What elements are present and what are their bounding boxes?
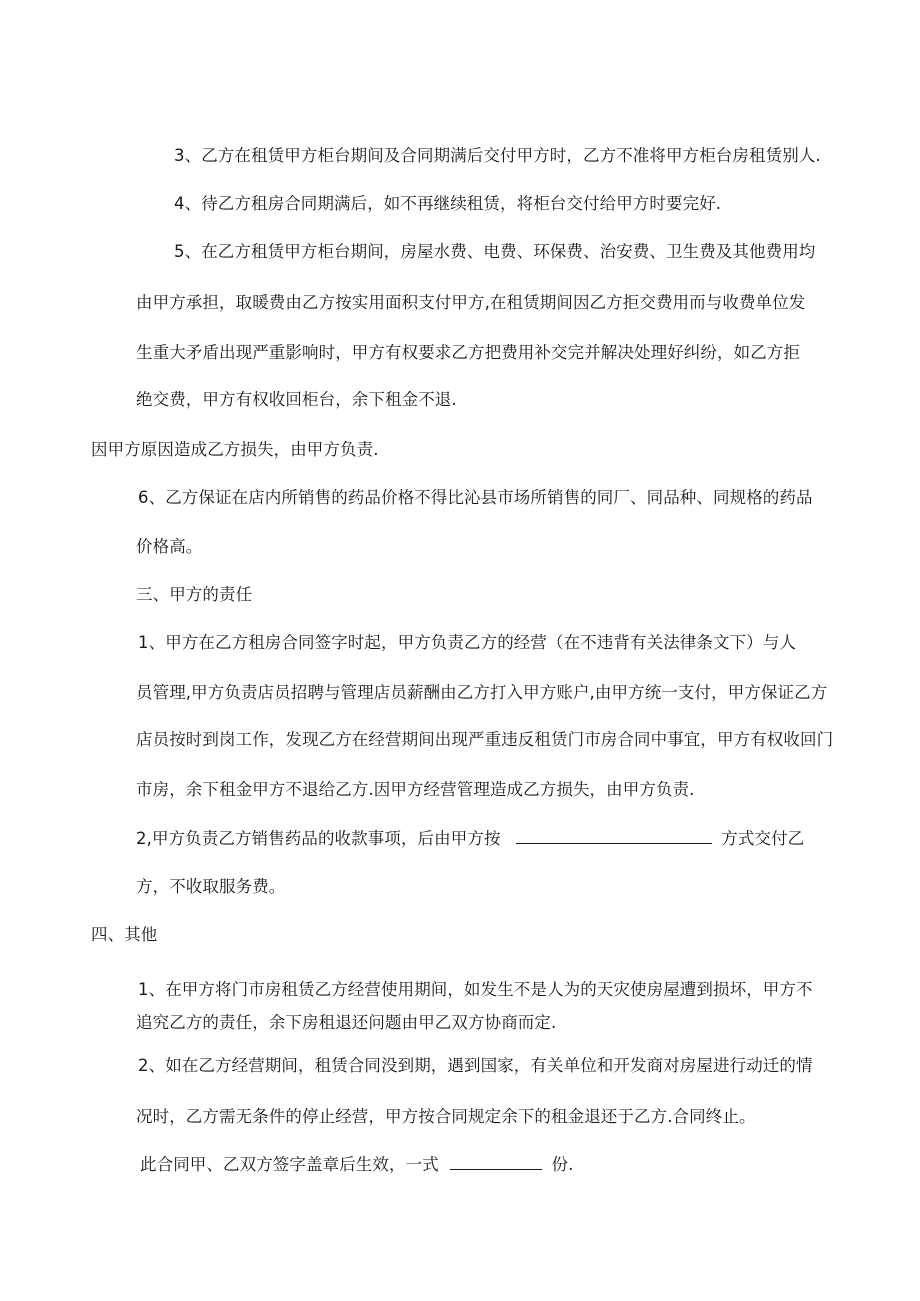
closing-statement: [140, 1154, 573, 1175]
clause-5-line-3: 生重大矛盾出现严重影响时，甲方有权要求乙方把费用补交完并解决处理好纠纷，如乙方拒: [136, 343, 800, 362]
other-1-line-1: 1、在甲方将门市房租赁乙方经营使用期间，如发生不是人为的天灾使房屋遭到损坏，甲方不: [138, 980, 813, 999]
party-a-duty-1-line-4: 市房，余下租金甲方不退给乙方.因甲方经营管理造成乙方损失，由甲方负责.: [136, 780, 695, 799]
clause-4: 4、待乙方租房合同期满后，如不再继续租赁，将柜台交付给甲方时要完好.: [174, 194, 722, 213]
clause-6-line-2: 价格高。: [136, 537, 203, 556]
section-3-heading: 三、甲方的责任: [136, 585, 253, 604]
party-a-duty-2-line-1: [136, 828, 804, 849]
clause-5-line-1: 5、在乙方租赁甲方柜台期间，房屋水费、电费、环保费、治安费、卫生费及其他费用均: [174, 242, 816, 261]
payment-method-blank[interactable]: [516, 828, 712, 844]
copies-count-blank[interactable]: [450, 1154, 542, 1170]
clause-5-line-4: 绝交费，甲方有权收回柜台，余下租金不退.: [136, 390, 457, 409]
party-a-duty-1-line-3: 店员按时到岗工作，发现乙方在经营期间出现严重违反租赁门市房合同中事宜，甲方有权收回门: [136, 730, 834, 749]
party-a-duty-1-line-2: 员管理,甲方负责店员招聘与管理店员薪酬由乙方打入甲方账户,由甲方统一支付，甲方保证乙方: [136, 683, 828, 702]
party-a-duty-1-line-1: 1、甲方在乙方租房合同签字时起，甲方负责乙方的经营（在不违背有关法律条文下）与人: [138, 633, 796, 652]
duty-2-text-after: 方式交付乙: [721, 829, 805, 848]
closing-text-before: 此合同甲、乙双方签字盖章后生效，一式: [140, 1155, 439, 1174]
other-2-line-2: 况时，乙方需无条件的停止经营，甲方按合同规定余下的租金退还于乙方.合同终止。: [136, 1107, 756, 1126]
closing-text-after: 份.: [551, 1155, 574, 1174]
clause-5-note: 因甲方原因造成乙方损失，由甲方负责.: [91, 440, 379, 459]
other-1-line-2: 追究乙方的责任，余下房租退还问题由甲乙双方协商而定.: [136, 1013, 557, 1032]
party-a-duty-2-line-2: 方，不收取服务费。: [136, 877, 286, 896]
clause-3: 3、乙方在租赁甲方柜台期间及合同期满后交付甲方时，乙方不准将甲方柜台房租赁别人.: [174, 146, 821, 165]
other-2-line-1: 2、如在乙方经营期间，租赁合同没到期，遇到国家，有关单位和开发商对房屋进行动迁的情: [138, 1056, 813, 1075]
duty-2-text-before: 2,甲方负责乙方销售药品的收款事项，后由甲方按: [136, 829, 501, 848]
section-4-heading: 四、其他: [91, 925, 158, 944]
clause-6-line-1: 6、乙方保证在店内所销售的药品价格不得比沁县市场所销售的同厂、同品种、同规格的药品: [138, 488, 813, 507]
clause-5-line-2: 由甲方承担，取暖费由乙方按实用面积支付甲方,在租赁期间因乙方拒交费用而与收费单位发: [136, 293, 806, 312]
